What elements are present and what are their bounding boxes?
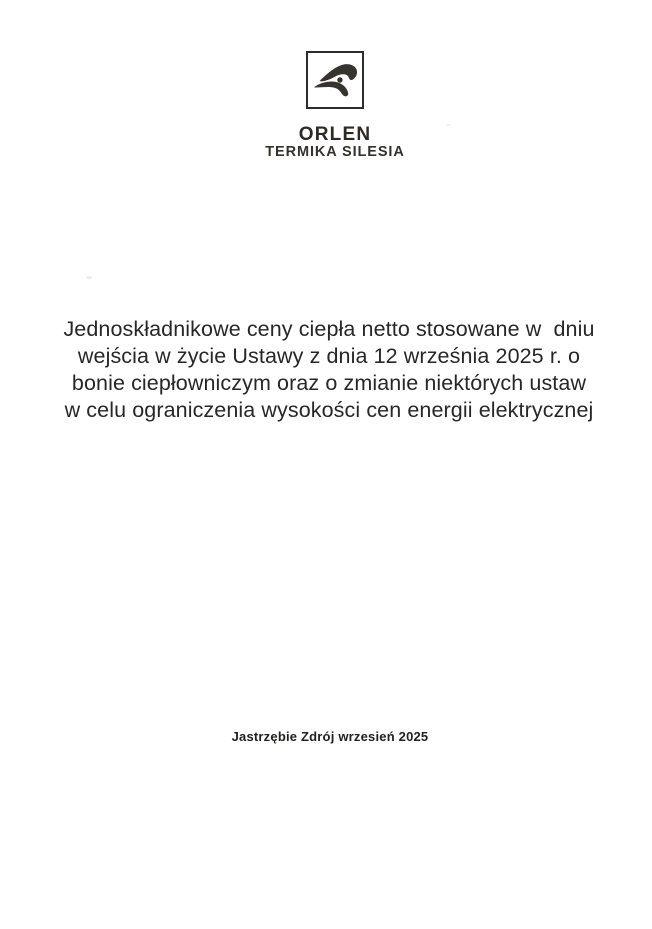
logo-frame [306,51,364,109]
logo-division-name: TERMIKA SILESIA [265,144,405,160]
title-line-1: Jednoskładnikowe ceny ciepła netto stosowane w dniu [63,317,595,341]
document-title [3,316,652,424]
logo-block [9,51,652,160]
footer-place-date: Jastrzębie Zdrój wrzesień 2025 [231,729,429,744]
orlen-eagle-icon [308,53,362,107]
title-line-3: bonie ciepłowniczym oraz o zmianie niektórych ustaw [71,371,587,395]
title-line-4: w celu ograniczenia wysokości cen energii elektrycznej [64,398,594,422]
scan-speck [86,276,92,279]
logo-company-name: ORLEN [298,124,372,145]
scan-speck [446,124,451,126]
title-line-2: wejścia w życie Ustawy z dnia 12 września 2025 r. o [77,344,581,368]
